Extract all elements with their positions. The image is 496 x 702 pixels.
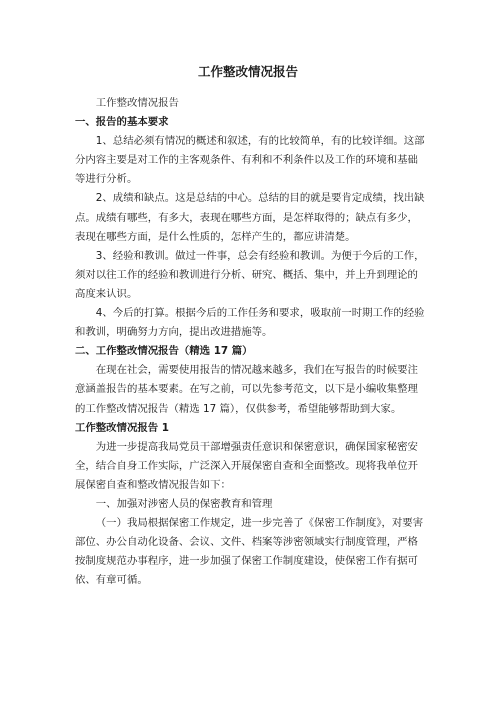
paragraph: 3、经验和教训。做过一件事，总会有经验和教训。为便于今后的工作，须对以往工作的经验和教训进行分析、研究、概括、集中，并上升到理论的高度来认识。 <box>75 249 425 300</box>
subtitle-line: 工作整改情况报告 <box>95 97 179 109</box>
document-title: 工作整改情况报告 <box>197 64 298 79</box>
paragraph: 在现在社会，需要使用报告的情况越来越多，我们在写报告的时候要注意涵盖报告的基本要素。在写之前，可以先参考范文，以下是小编收集整理的工作整改情况报告（精选 17 篇），仅供参考，希望能够帮助到大家。 <box>75 364 418 415</box>
report-heading: 工作整改情况报告 1 <box>75 421 169 434</box>
section-heading-report-selection: 二、工作整改情况报告（精选 17 篇） <box>75 345 253 358</box>
paragraph: 4、今后的打算。根据今后的工作任务和要求，吸取前一时期工作的经验和教训，明确努力方向，提出改进措施等。 <box>75 307 425 339</box>
sub-heading: 一、加强对涉密人员的保密教育和管理 <box>95 497 273 510</box>
paragraph: 1、总结必须有情况的概述和叙述，有的比较简单，有的比较详细。这部分内容主要是对工作的主客观条件、有利和不利条件以及工作的环境和基础等进行分析。 <box>75 135 425 186</box>
paragraph: 为进一步提高我局党员干部增强责任意识和保密意识，确保国家秘密安全，结合自身工作实际，广泛深入开展保密自查和全面整改。现将我单位开展保密自查和整改情况报告如下： <box>75 440 418 491</box>
paragraph: 2、成绩和缺点。这是总结的中心。总结的目的就是要肯定成绩，找出缺点。成绩有哪些，有多大，表现在哪些方面，是怎样取得的；缺点有多少，表现在哪些方面，是什么性质的，怎样产生的，都应讲清楚。 <box>75 192 425 243</box>
paragraph: （一）我局根据保密工作规定，进一步完善了《保密工作制度》，对要害部位、办公自动化设备、会议、文件、档案等涉密领域实行制度管理，严格按制度规范办事程序，进一步加强了保密工作制度建设，使保密工作有据可依、有章可循。 <box>75 517 424 587</box>
section-heading-basic-requirements: 一、报告的基本要求 <box>75 116 169 129</box>
document-body <box>75 94 427 590</box>
